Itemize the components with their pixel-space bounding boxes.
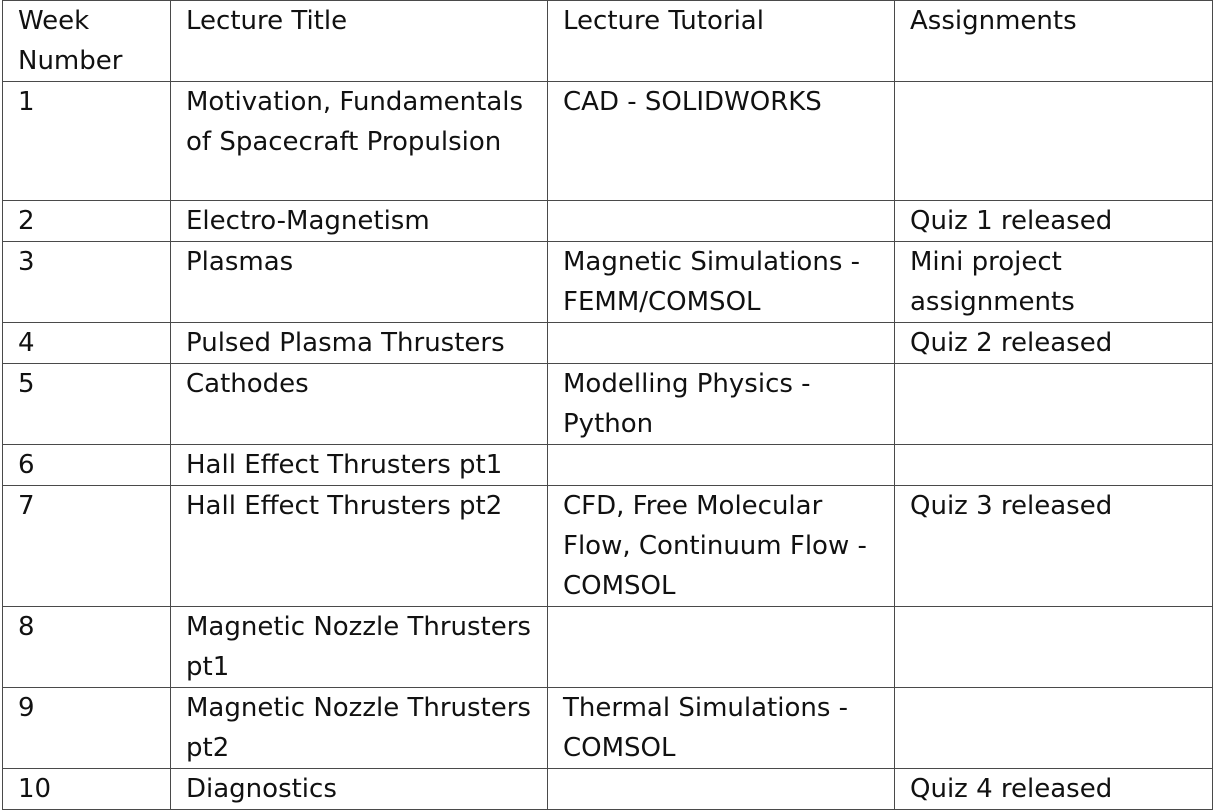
table-row xyxy=(3,769,1213,810)
cell-week[interactable]: 4 xyxy=(3,323,171,364)
cell-week[interactable]: 3 xyxy=(3,242,171,323)
cell-tutorial[interactable]: CAD - SOLIDWORKS xyxy=(548,82,895,201)
cell-week[interactable]: 2 xyxy=(3,201,171,242)
cell-week[interactable]: 7 xyxy=(3,486,171,607)
header-assignments[interactable]: Assignments xyxy=(895,1,1213,82)
course-schedule-table xyxy=(2,0,1213,810)
cell-assignments[interactable]: Quiz 3 released xyxy=(895,486,1213,607)
table-row xyxy=(3,607,1213,688)
cell-assignments[interactable]: Quiz 1 released xyxy=(895,201,1213,242)
cell-tutorial[interactable] xyxy=(548,769,895,810)
header-lecture-tutorial[interactable]: Lecture Tutorial xyxy=(548,1,895,82)
cell-week[interactable]: 9 xyxy=(3,688,171,769)
cell-title[interactable]: Pulsed Plasma Thrusters xyxy=(171,323,548,364)
header-week-number[interactable]: Week Number xyxy=(3,1,171,82)
cell-title[interactable]: Electro-Magnetism xyxy=(171,201,548,242)
cell-tutorial[interactable] xyxy=(548,607,895,688)
cell-tutorial[interactable] xyxy=(548,445,895,486)
header-lecture-title[interactable]: Lecture Title xyxy=(171,1,548,82)
table-row xyxy=(3,486,1213,607)
cell-title[interactable]: Motivation, Fundamentals of Spacecraft Propulsion xyxy=(171,82,548,201)
cell-assignments[interactable] xyxy=(895,688,1213,769)
cell-week[interactable]: 10 xyxy=(3,769,171,810)
cell-tutorial[interactable] xyxy=(548,323,895,364)
cell-assignments[interactable] xyxy=(895,607,1213,688)
cell-tutorial[interactable]: CFD, Free Molecular Flow, Continuum Flow - COMSOL xyxy=(548,486,895,607)
cell-tutorial[interactable]: Thermal Simulations - COMSOL xyxy=(548,688,895,769)
cell-assignments[interactable] xyxy=(895,364,1213,445)
cell-title[interactable]: Magnetic Nozzle Thrusters pt2 xyxy=(171,688,548,769)
table-row xyxy=(3,364,1213,445)
table-row xyxy=(3,688,1213,769)
cell-title[interactable]: Diagnostics xyxy=(171,769,548,810)
cell-assignments[interactable] xyxy=(895,445,1213,486)
cell-title[interactable]: Plasmas xyxy=(171,242,548,323)
table-row xyxy=(3,242,1213,323)
table-row xyxy=(3,82,1213,201)
table-header-row xyxy=(3,1,1213,82)
cell-assignments[interactable]: Quiz 2 released xyxy=(895,323,1213,364)
cell-title[interactable]: Hall Effect Thrusters pt2 xyxy=(171,486,548,607)
cell-title[interactable]: Magnetic Nozzle Thrusters pt1 xyxy=(171,607,548,688)
cell-title[interactable]: Hall Effect Thrusters pt1 xyxy=(171,445,548,486)
cell-title[interactable]: Cathodes xyxy=(171,364,548,445)
cell-week[interactable]: 8 xyxy=(3,607,171,688)
cell-week[interactable]: 6 xyxy=(3,445,171,486)
cell-week[interactable]: 5 xyxy=(3,364,171,445)
cell-tutorial[interactable]: Magnetic Simulations - FEMM/COMSOL xyxy=(548,242,895,323)
cell-tutorial[interactable]: Modelling Physics - Python xyxy=(548,364,895,445)
cell-assignments[interactable]: Mini project assignments xyxy=(895,242,1213,323)
table-row xyxy=(3,445,1213,486)
table-row xyxy=(3,201,1213,242)
cell-tutorial[interactable] xyxy=(548,201,895,242)
cell-assignments[interactable] xyxy=(895,82,1213,201)
cell-week[interactable]: 1 xyxy=(3,82,171,201)
table-row xyxy=(3,323,1213,364)
cell-assignments[interactable]: Quiz 4 released xyxy=(895,769,1213,810)
